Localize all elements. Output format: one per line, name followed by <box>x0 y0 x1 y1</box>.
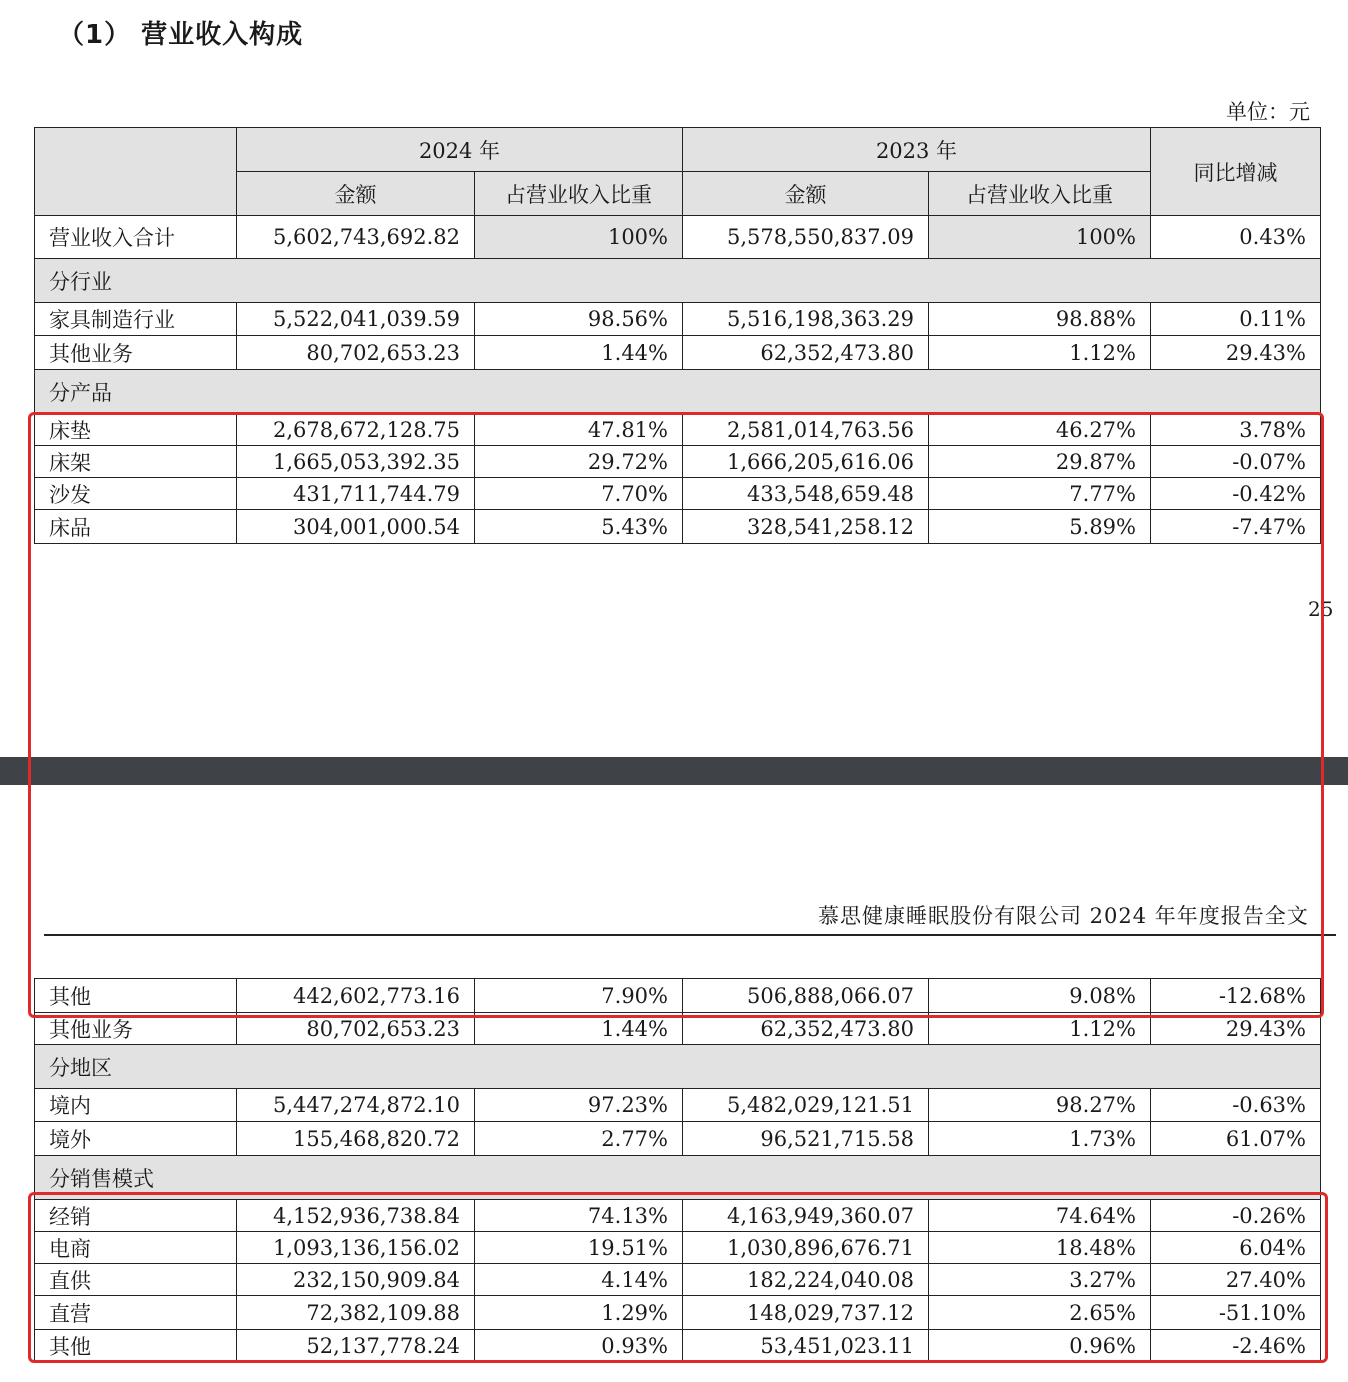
section-title: （1） 营业收入构成 <box>58 20 304 50</box>
cell-amount-2023: 53,451,023.11 <box>683 1330 929 1362</box>
cell-yoy: -51.10% <box>1151 1296 1321 1330</box>
cell-amount-2023: 5,578,550,837.09 <box>683 216 929 259</box>
cell-ratio-2024: 1.44% <box>475 336 683 370</box>
cell-ratio-2023: 98.88% <box>929 303 1151 336</box>
section-region: 分地区 <box>35 1045 1321 1089</box>
row-label: 其他业务 <box>35 336 237 370</box>
table-row <box>35 1264 1321 1296</box>
table-row <box>35 1089 1321 1122</box>
cell-ratio-2024: 7.70% <box>475 478 683 510</box>
cell-ratio-2024: 74.13% <box>475 1200 683 1232</box>
header-ratio-2023: 占营业收入比重 <box>929 172 1151 216</box>
cell-ratio-2024: 2.77% <box>475 1122 683 1156</box>
row-label: 床架 <box>35 446 237 478</box>
table-row <box>35 1330 1321 1362</box>
cell-amount-2024: 1,665,053,392.35 <box>237 446 475 478</box>
cell-yoy: 6.04% <box>1151 1232 1321 1264</box>
cell-yoy: 61.07% <box>1151 1122 1321 1156</box>
cell-amount-2024: 431,711,744.79 <box>237 478 475 510</box>
header-year-2024: 2024 年 <box>237 128 683 172</box>
header-blank <box>35 128 237 216</box>
cell-ratio-2023: 1.12% <box>929 336 1151 370</box>
cell-ratio-2024: 7.90% <box>475 979 683 1013</box>
cell-ratio-2024: 47.81% <box>475 414 683 446</box>
table-row <box>35 1122 1321 1156</box>
cell-amount-2024: 304,001,000.54 <box>237 510 475 544</box>
page-number: 25 <box>1308 597 1334 621</box>
row-label: 床品 <box>35 510 237 544</box>
table-row <box>35 1200 1321 1232</box>
cell-yoy: -12.68% <box>1151 979 1321 1013</box>
cell-yoy: 0.11% <box>1151 303 1321 336</box>
row-label: 家具制造行业 <box>35 303 237 336</box>
cell-yoy: -2.46% <box>1151 1330 1321 1362</box>
cell-amount-2024: 80,702,653.23 <box>237 1013 475 1045</box>
cell-ratio-2023: 100% <box>929 216 1151 259</box>
cell-ratio-2024: 19.51% <box>475 1232 683 1264</box>
cell-ratio-2024: 1.44% <box>475 1013 683 1045</box>
cell-ratio-2024: 4.14% <box>475 1264 683 1296</box>
cell-amount-2023: 96,521,715.58 <box>683 1122 929 1156</box>
total-row <box>35 216 1321 259</box>
cell-amount-2024: 80,702,653.23 <box>237 336 475 370</box>
row-label: 其他 <box>35 979 237 1013</box>
section-product: 分产品 <box>35 370 1321 414</box>
cell-ratio-2023: 29.87% <box>929 446 1151 478</box>
header-amount-2023: 金额 <box>683 172 929 216</box>
cell-amount-2023: 4,163,949,360.07 <box>683 1200 929 1232</box>
cell-ratio-2024: 100% <box>475 216 683 259</box>
cell-ratio-2023: 0.96% <box>929 1330 1151 1362</box>
table-row <box>35 1296 1321 1330</box>
cell-ratio-2023: 7.77% <box>929 478 1151 510</box>
unit-label: 单位：元 <box>1226 100 1310 124</box>
cell-amount-2023: 62,352,473.80 <box>683 1013 929 1045</box>
section-industry: 分行业 <box>35 259 1321 303</box>
revenue-table-part1 <box>34 127 1321 544</box>
cell-ratio-2023: 46.27% <box>929 414 1151 446</box>
table-row <box>35 303 1321 336</box>
cell-amount-2024: 2,678,672,128.75 <box>237 414 475 446</box>
header-year-2023: 2023 年 <box>683 128 1151 172</box>
cell-amount-2024: 155,468,820.72 <box>237 1122 475 1156</box>
header-amount-2024: 金额 <box>237 172 475 216</box>
cell-amount-2023: 148,029,737.12 <box>683 1296 929 1330</box>
cell-ratio-2023: 2.65% <box>929 1296 1151 1330</box>
cell-amount-2024: 72,382,109.88 <box>237 1296 475 1330</box>
cell-ratio-2024: 1.29% <box>475 1296 683 1330</box>
cell-yoy: -0.26% <box>1151 1200 1321 1232</box>
cell-ratio-2023: 98.27% <box>929 1089 1151 1122</box>
cell-amount-2023: 5,516,198,363.29 <box>683 303 929 336</box>
cell-ratio-2023: 1.73% <box>929 1122 1151 1156</box>
cell-yoy: 29.43% <box>1151 336 1321 370</box>
cell-yoy: -7.47% <box>1151 510 1321 544</box>
header-ratio-2024: 占营业收入比重 <box>475 172 683 216</box>
header-yoy: 同比增减 <box>1151 128 1321 216</box>
revenue-table-part2 <box>34 978 1321 1362</box>
row-label: 营业收入合计 <box>35 216 237 259</box>
cell-amount-2023: 182,224,040.08 <box>683 1264 929 1296</box>
table-row <box>35 1013 1321 1045</box>
section-sales-mode: 分销售模式 <box>35 1156 1321 1200</box>
cell-ratio-2023: 5.89% <box>929 510 1151 544</box>
table-row <box>35 414 1321 446</box>
cell-ratio-2024: 97.23% <box>475 1089 683 1122</box>
cell-yoy: 27.40% <box>1151 1264 1321 1296</box>
cell-amount-2024: 5,522,041,039.59 <box>237 303 475 336</box>
cell-amount-2023: 328,541,258.12 <box>683 510 929 544</box>
cell-ratio-2023: 74.64% <box>929 1200 1151 1232</box>
row-label: 其他业务 <box>35 1013 237 1045</box>
cell-ratio-2024: 98.56% <box>475 303 683 336</box>
row-label: 床垫 <box>35 414 237 446</box>
row-label: 沙发 <box>35 478 237 510</box>
cell-ratio-2024: 29.72% <box>475 446 683 478</box>
cell-amount-2024: 4,152,936,738.84 <box>237 1200 475 1232</box>
cell-yoy: -0.42% <box>1151 478 1321 510</box>
cell-amount-2023: 5,482,029,121.51 <box>683 1089 929 1122</box>
row-label: 境内 <box>35 1089 237 1122</box>
cell-ratio-2023: 18.48% <box>929 1232 1151 1264</box>
table-row <box>35 446 1321 478</box>
cell-yoy: 3.78% <box>1151 414 1321 446</box>
footer-divider <box>44 934 1336 936</box>
cell-ratio-2024: 0.93% <box>475 1330 683 1362</box>
cell-amount-2024: 442,602,773.16 <box>237 979 475 1013</box>
cell-amount-2023: 1,666,205,616.06 <box>683 446 929 478</box>
cell-amount-2024: 232,150,909.84 <box>237 1264 475 1296</box>
cell-yoy: -0.63% <box>1151 1089 1321 1122</box>
table-row <box>35 510 1321 544</box>
cell-amount-2023: 2,581,014,763.56 <box>683 414 929 446</box>
table-row <box>35 478 1321 510</box>
table-row <box>35 336 1321 370</box>
cell-amount-2023: 506,888,066.07 <box>683 979 929 1013</box>
cell-yoy: -0.07% <box>1151 446 1321 478</box>
cell-yoy: 0.43% <box>1151 216 1321 259</box>
cell-amount-2024: 52,137,778.24 <box>237 1330 475 1362</box>
cell-amount-2023: 433,548,659.48 <box>683 478 929 510</box>
table-row <box>35 979 1321 1013</box>
cell-ratio-2024: 5.43% <box>475 510 683 544</box>
cell-ratio-2023: 1.12% <box>929 1013 1151 1045</box>
cell-ratio-2023: 3.27% <box>929 1264 1151 1296</box>
page-footer: 慕思健康睡眠股份有限公司 2024 年年度报告全文 <box>818 904 1309 928</box>
row-label: 其他 <box>35 1330 237 1362</box>
row-label: 境外 <box>35 1122 237 1156</box>
row-label: 直供 <box>35 1264 237 1296</box>
cell-amount-2024: 5,602,743,692.82 <box>237 216 475 259</box>
row-label: 电商 <box>35 1232 237 1264</box>
cell-amount-2023: 1,030,896,676.71 <box>683 1232 929 1264</box>
row-label: 经销 <box>35 1200 237 1232</box>
row-label: 直营 <box>35 1296 237 1330</box>
cell-yoy: 29.43% <box>1151 1013 1321 1045</box>
cell-ratio-2023: 9.08% <box>929 979 1151 1013</box>
page-break-bar <box>0 757 1348 785</box>
cell-amount-2024: 5,447,274,872.10 <box>237 1089 475 1122</box>
cell-amount-2023: 62,352,473.80 <box>683 336 929 370</box>
cell-amount-2024: 1,093,136,156.02 <box>237 1232 475 1264</box>
table-row <box>35 1232 1321 1264</box>
